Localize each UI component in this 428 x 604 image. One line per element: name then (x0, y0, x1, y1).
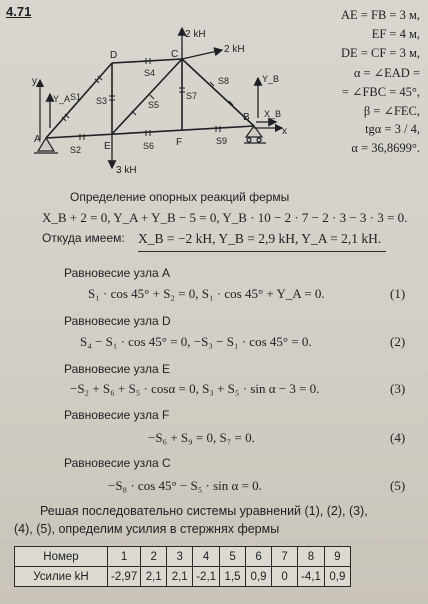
node-c-equation: −S₈ · cos 45° − S₅ · sin α = 0. (108, 478, 262, 493)
support-heading: Определение опорных реакций фермы (70, 190, 290, 204)
node-d-equation: S₄ − S₁ · cos 45° = 0, −S₃ − S₁ · cos 45° = 0. (80, 334, 312, 349)
truss-diagram (0, 0, 300, 190)
node-a-label: A (34, 134, 41, 145)
result-underline (138, 251, 386, 252)
node-a-heading: Равновесие узла А (64, 266, 170, 280)
node-d-heading: Равновесие узла D (64, 314, 171, 328)
table-header-number: Номер (15, 547, 108, 567)
equation-number-4: (4) (390, 430, 406, 445)
equation-number-1: (1) (390, 286, 406, 301)
table-cell: 7 (272, 547, 298, 567)
equation-number-3: (3) (390, 381, 406, 396)
table-row-numbers (15, 547, 351, 567)
rod-s2-label: S2 (70, 145, 82, 155)
rod-s1-label: S1 (70, 92, 82, 102)
table-cell: 2,1 (141, 567, 167, 587)
axis-x-label: x (282, 126, 287, 137)
node-c-label: C (171, 49, 179, 60)
node-a-equation: S₁ · cos 45° + S₂ = 0, S₁ · cos 45° + Y_A = 0. (88, 286, 325, 301)
rod-s4-label: S4 (144, 68, 156, 78)
given-line-7: tgα = 3 / 4, (365, 122, 420, 136)
node-b-label: B (243, 112, 250, 123)
rod-s6-label: S6 (143, 141, 155, 151)
rod-s9-label: S9 (216, 136, 228, 146)
given-line-3: DE = CF = 3 м, (341, 46, 420, 60)
table-cell: 1 (108, 547, 141, 567)
table-row-forces (15, 567, 351, 587)
load-bottom-label: 3 kH (116, 165, 137, 176)
node-c-heading: Равновесие узла C (64, 456, 171, 470)
problem-number: 4.71 (6, 4, 32, 19)
node-f-heading: Равновесие узла F (64, 408, 170, 422)
table-cell: 0,9 (324, 567, 350, 587)
node-f-label: F (176, 137, 183, 148)
forces-table (14, 546, 351, 587)
rod-s5-label: S5 (148, 100, 160, 110)
table-cell: -2,97 (108, 567, 141, 587)
table-cell: 8 (298, 547, 325, 567)
table-cell: 9 (324, 547, 350, 567)
node-e-equation: −S₂ + S₆ + S₅ · cosα = 0, S₃ + S₅ · sin α − 3 = 0. (70, 381, 320, 396)
table-cell: 2,1 (167, 567, 193, 587)
node-d-label: D (110, 50, 118, 61)
equation-number-5: (5) (390, 478, 406, 493)
given-line-8: α = 36,8699°. (351, 141, 420, 155)
reaction-yb-label: Y_B (262, 74, 280, 84)
table-cell: 0 (272, 567, 298, 587)
rod-s3-label: S3 (96, 96, 108, 106)
support-equations: X_B + 2 = 0, Y_A + Y_B − 5 = 0, Y_B · 10 − 2 · 7 − 2 · 3 − 3 · 3 = 0. (42, 210, 408, 225)
table-cell: 0,9 (246, 567, 272, 587)
rod-s8-label: S8 (218, 76, 230, 86)
load-top-label: 2 kH (185, 29, 206, 40)
table-cell: 1,5 (220, 567, 246, 587)
table-cell: 5 (220, 547, 246, 567)
table-header-force: Усилие kH (15, 567, 108, 587)
equation-number-2: (2) (390, 334, 406, 349)
conclusion-line-2: (4), (5), определим усилия в стержнях фермы (14, 522, 280, 536)
reaction-ya-label: Y_A (53, 94, 71, 104)
node-e-heading: Равновесие узла E (64, 362, 170, 376)
given-line-2: EF = 4 м, (371, 27, 420, 41)
given-line-6: β = ∠FEC, (363, 104, 420, 118)
table-cell: -4,1 (298, 567, 325, 587)
table-cell: -2,1 (193, 567, 220, 587)
load-right-arrow (182, 50, 222, 59)
conclusion-line-1: Решая последовательно системы уравнений (1), (2), (3), (40, 504, 368, 518)
given-line-1: AE = FB = 3 м, (341, 8, 420, 22)
result-values: X_B = −2 kH, Y_B = 2,9 kH, Y_A = 2,1 kH. (138, 231, 382, 246)
result-label: Откуда имеем: (42, 231, 125, 245)
given-line-5: = ∠FBC = 45°, (341, 85, 420, 99)
table-cell: 4 (193, 547, 220, 567)
node-e-label: E (104, 141, 111, 152)
load-right-label: 2 kH (224, 44, 245, 55)
table-cell: 3 (167, 547, 193, 567)
table-cell: 6 (246, 547, 272, 567)
given-line-4: α = ∠EAD = (353, 66, 420, 80)
rod-s7-label: S7 (186, 91, 198, 101)
table-cell: 2 (141, 547, 167, 567)
node-f-equation: −S₆ + S₉ = 0, S₇ = 0. (148, 430, 255, 445)
axis-y-label: y (32, 76, 37, 87)
reaction-xb-label: X_B (264, 109, 282, 119)
